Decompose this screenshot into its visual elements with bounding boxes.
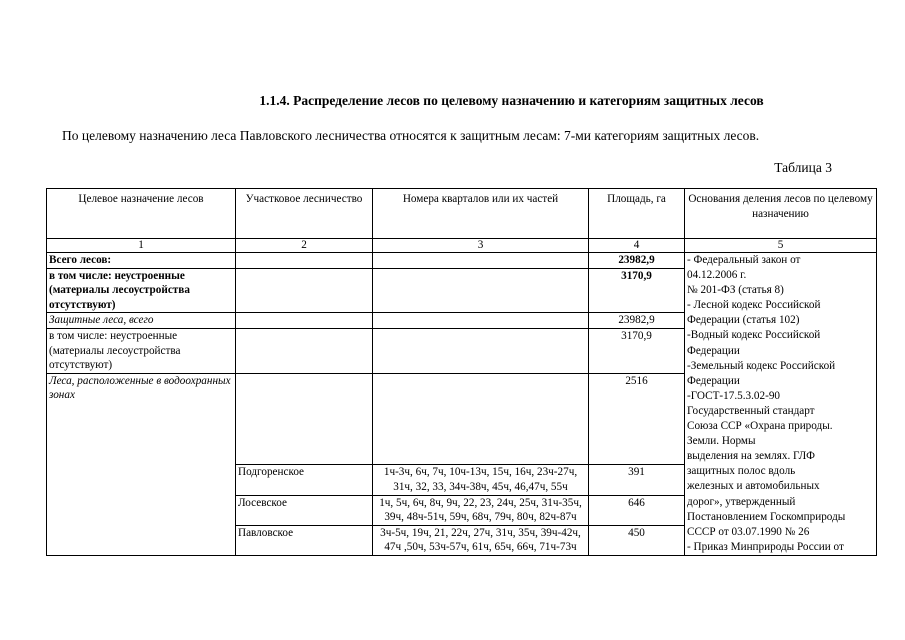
basis-line: -Земельный кодекс Российской	[687, 359, 836, 372]
district-cell: Подгоренское	[236, 465, 373, 495]
table-caption: Таблица 3	[774, 160, 832, 175]
area-cell: 450	[589, 525, 685, 555]
header-district: Участковое лесничество	[236, 189, 373, 239]
column-number: 2	[236, 239, 373, 253]
header-basis: Основания деления лесов по целевому назначению	[685, 189, 877, 239]
area-cell: 391	[589, 465, 685, 495]
quarters-cell: 1ч-3ч, 6ч, 7ч, 10ч-13ч, 15ч, 16ч, 23ч-27ч, 31ч, 32, 33, 34ч-38ч, 45ч, 46,47ч, 55ч	[373, 465, 589, 495]
quarters-cell	[373, 268, 589, 313]
column-number: 4	[589, 239, 685, 253]
forest-distribution-table	[46, 188, 877, 556]
basis-line: защитных полос вдоль	[687, 465, 796, 478]
column-number-row	[47, 239, 877, 253]
basis-line: железных и автомобильных	[687, 480, 820, 493]
district-cell	[236, 328, 373, 373]
basis-cell	[685, 253, 877, 556]
district-cell	[236, 373, 373, 465]
quarters-cell: 1ч, 5ч, 6ч, 8ч, 9ч, 22, 23, 24ч, 25ч, 31ч-35ч, 39ч, 48ч-51ч, 59ч, 68ч, 79ч, 80ч, 82ч-87ч	[373, 495, 589, 525]
area-cell: 23982,9	[589, 253, 685, 269]
basis-line: 04.12.2006 г.	[687, 269, 747, 282]
section-heading: 1.1.4. Распределение лесов по целевому назначению и категориям защитных лесов	[259, 93, 764, 108]
quarters-cell: 3ч-5ч, 19ч, 21, 22ч, 27ч, 31ч, 35ч, 39ч-42ч, 47ч ,50ч, 53ч-57ч, 61ч, 65ч, 66ч, 71ч-73ч	[373, 525, 589, 555]
area-cell: 23982,9	[589, 313, 685, 329]
header-purpose: Целевое назначение лесов	[47, 189, 236, 239]
basis-line: № 201-ФЗ (статья 8)	[687, 284, 784, 297]
area-cell: 3170,9	[589, 268, 685, 313]
basis-line: - Федеральный закон от	[687, 254, 801, 266]
purpose-cell: в том числе: неустроенные (материалы лесоустройства отсутствуют)	[47, 328, 236, 373]
basis-line: - Лесной кодекс Российской	[687, 299, 821, 312]
column-number: 3	[373, 239, 589, 253]
table-row	[47, 253, 877, 269]
district-cell: Лосевское	[236, 495, 373, 525]
quarters-cell	[373, 328, 589, 373]
basis-line: Федерации	[687, 374, 740, 387]
basis-line: выделения на землях. ГЛФ	[687, 450, 815, 463]
intro-paragraph: По целевому назначению леса Павловского лесничества относятся к защитным лесам: 7-ми категориям защитных лесов.	[62, 128, 760, 143]
basis-line: СССР от 03.07.1990 № 26	[687, 525, 810, 538]
quarters-cell	[373, 313, 589, 329]
area-cell: 2516	[589, 373, 685, 465]
quarters-cell	[373, 373, 589, 465]
column-number: 5	[685, 239, 877, 253]
basis-line: Постановлением Госкомприроды	[687, 510, 846, 523]
quarters-cell	[373, 253, 589, 269]
district-cell	[236, 253, 373, 269]
basis-line: -Водный кодекс Российской	[687, 329, 821, 342]
area-cell: 646	[589, 495, 685, 525]
purpose-cell: Защитные леса, всего	[47, 313, 236, 329]
basis-line: - Приказ Минприроды России от	[687, 540, 844, 553]
basis-line: Государственный стандарт	[687, 404, 815, 417]
column-number: 1	[47, 239, 236, 253]
basis-line: дорог», утвержденный	[687, 495, 796, 508]
purpose-cell: в том числе: неустроенные (материалы лесоустройства отсутствуют)	[47, 268, 236, 313]
header-area: Площадь, га	[589, 189, 685, 239]
basis-line: Земли. Нормы	[687, 435, 756, 448]
header-row	[47, 189, 877, 239]
purpose-cell: Леса, расположенные в водоохранных зонах	[47, 373, 236, 555]
basis-line: Федерации (статья 102)	[687, 314, 800, 327]
area-cell: 3170,9	[589, 328, 685, 373]
basis-line: Федерации	[687, 344, 740, 357]
district-cell	[236, 313, 373, 329]
district-cell	[236, 268, 373, 313]
purpose-cell: Всего лесов:	[47, 253, 236, 269]
basis-line: Союза ССР «Охрана природы.	[687, 420, 833, 433]
basis-line: -ГОСТ-17.5.3.02-90	[687, 389, 781, 402]
district-cell: Павловское	[236, 525, 373, 555]
header-quarters: Номера кварталов или их частей	[373, 189, 589, 239]
